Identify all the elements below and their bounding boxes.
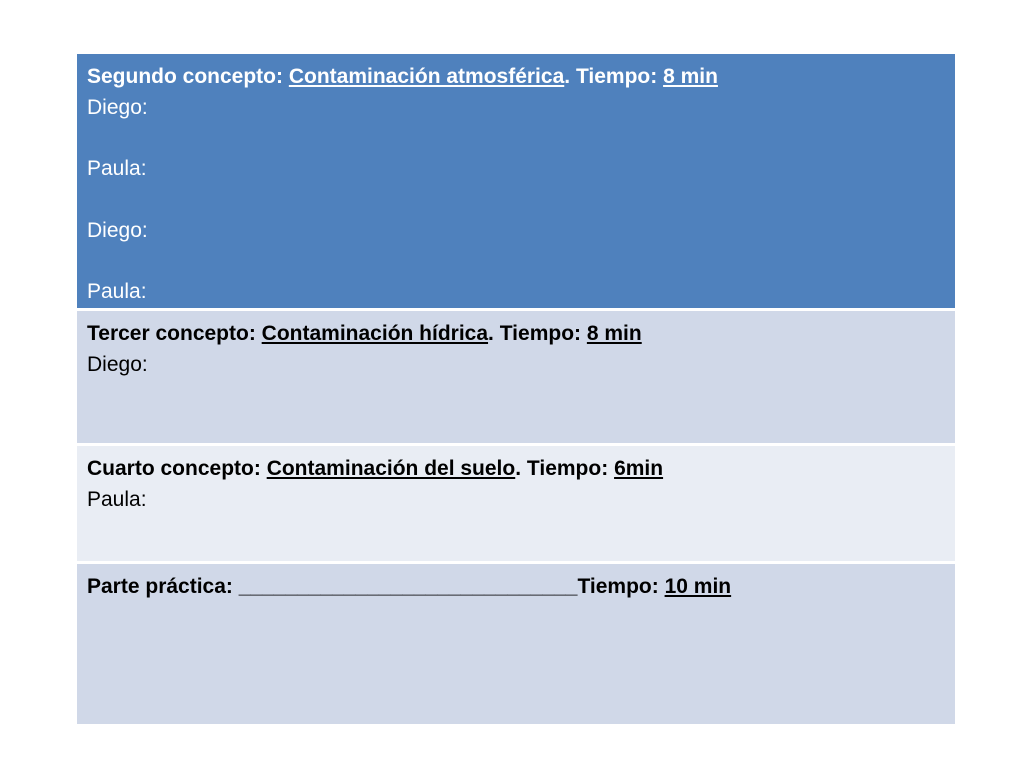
- concept-separator: .: [515, 457, 522, 480]
- speaker-label: Paula:: [87, 280, 147, 303]
- fill-in-blank: _____________________________: [238, 575, 578, 598]
- time-value: 6min: [614, 457, 664, 480]
- table-row-cuarto-concepto: [77, 446, 955, 564]
- concept-topic: Contaminación hídrica: [261, 322, 489, 345]
- time-value: 8 min: [586, 322, 642, 345]
- row-title: [87, 572, 945, 603]
- table-row-segundo-concepto: [77, 54, 955, 311]
- time-label: Tiempo:: [577, 575, 659, 598]
- time-label: Tiempo:: [499, 322, 582, 345]
- speaker-label: Diego:: [87, 352, 148, 376]
- speaker-label: Diego:: [87, 95, 148, 119]
- concept-label: Tercer concepto:: [87, 322, 256, 345]
- row-title: [87, 62, 945, 93]
- concept-topic: Contaminación atmosférica: [288, 65, 565, 88]
- time-value: 8 min: [663, 65, 718, 88]
- time-value: 10 min: [664, 575, 732, 598]
- row-title: [87, 319, 945, 350]
- speaker-label: Paula:: [87, 157, 147, 180]
- practice-label: Parte práctica:: [87, 575, 233, 598]
- concept-separator: .: [564, 65, 571, 88]
- time-label: Tiempo:: [526, 457, 609, 480]
- table-row-parte-practica: [77, 564, 955, 724]
- concept-label: Segundo concepto:: [87, 65, 283, 88]
- row-title: [87, 454, 945, 485]
- concept-topic: Contaminación del suelo: [266, 457, 516, 480]
- speaker-label: Paula:: [87, 487, 147, 511]
- activity-table: [77, 54, 955, 724]
- speaker-label: Diego:: [87, 218, 148, 242]
- concept-separator: .: [488, 322, 494, 345]
- table-row-tercer-concepto: [77, 311, 955, 446]
- concept-label: Cuarto concepto:: [87, 457, 261, 480]
- time-label: Tiempo:: [575, 65, 658, 88]
